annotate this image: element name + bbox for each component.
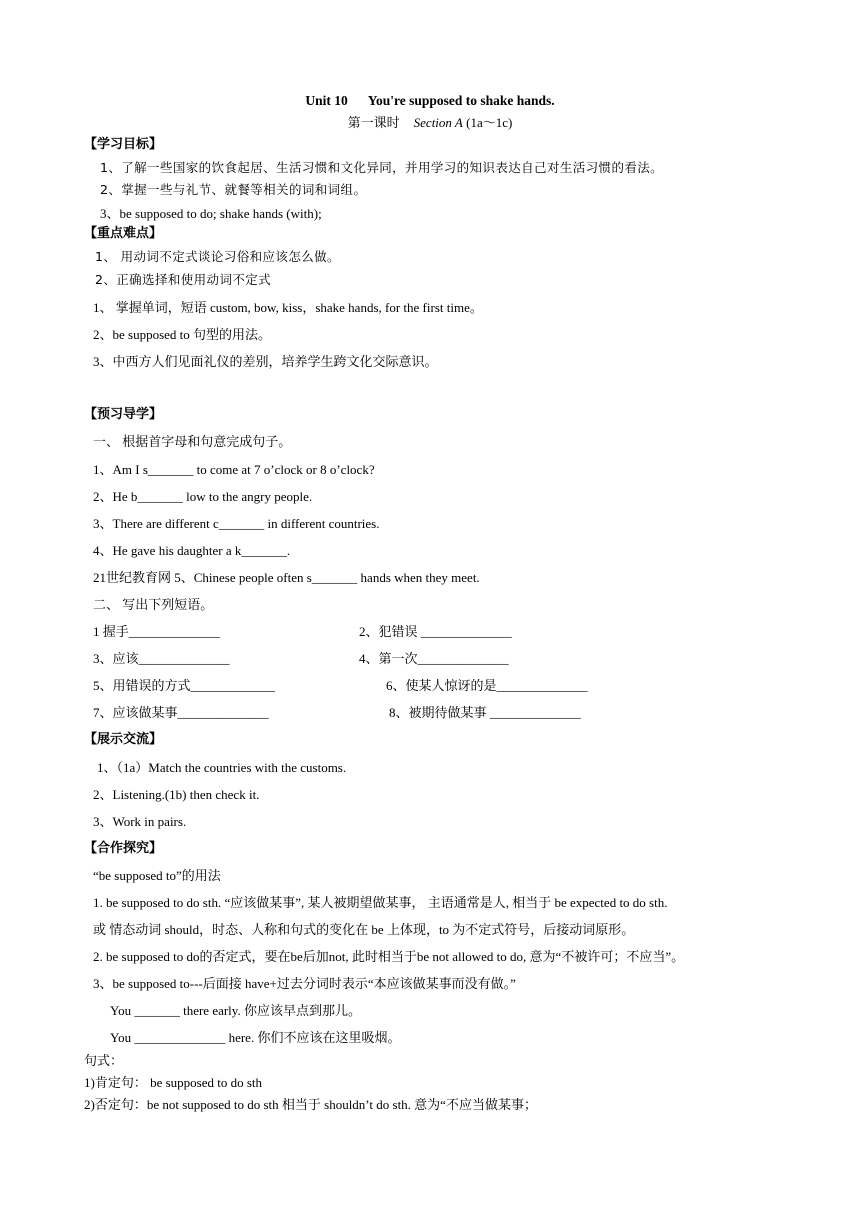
phrase-item: 2、犯错误 ______________ bbox=[359, 624, 512, 639]
fill-sentence: 21世纪教育网 5、Chinese people often s_______ hands when they meet. bbox=[93, 570, 480, 585]
lesson-subtitle bbox=[0, 115, 860, 131]
usage-line: 或 情态动词 should，时态、人称和句式的变化在 be 上体现，to 为不定式符号，后接动词原形。 bbox=[93, 922, 635, 937]
display-heading: 【展示交流】 bbox=[84, 732, 163, 747]
section-range: (1a～1c) bbox=[466, 115, 513, 130]
explore-heading: 【合作探究】 bbox=[84, 841, 163, 856]
goal-item: 2、掌握一些与礼节、就餐等相关的词和词组。 bbox=[100, 182, 367, 197]
key-point-item: 2、正确选择和使用动词不定式 bbox=[95, 272, 272, 287]
goal-item: 1、了解一些国家的饮食起居、生活习惯和文化异同，并用学习的知识表达自己对生活习惯的看法。 bbox=[100, 160, 664, 175]
fill-sentence: 1、Am I s_______ to come at 7 o’clock or 8 o’clock? bbox=[93, 462, 375, 477]
goals-heading: 【学习目标】 bbox=[84, 137, 163, 152]
usage-line: 3、be supposed to---后面接 have+过去分词时表示“本应该做某事而没有做。” bbox=[93, 976, 516, 991]
phrase-item: 1 握手______________ bbox=[93, 624, 220, 639]
display-item: 2、Listening.(1b) then check it. bbox=[93, 787, 260, 802]
key-point-item: 1、 用动词不定式谈论习俗和应该怎么做。 bbox=[95, 249, 340, 264]
key-point-extra: 1、 掌握单词，短语 custom, bow, kiss，shake hands, for the first time。 bbox=[93, 300, 483, 315]
key-point-extra: 3、中西方人们见面礼仪的差别，培养学生跨文化交际意识。 bbox=[93, 354, 438, 369]
phrase-item: 5、用错误的方式_____________ bbox=[93, 678, 276, 693]
usage-line: 1. be supposed to do sth. “应该做某事”, 某人被期望做某事， 主语通常是人, 相当于 be expected to do sth. bbox=[93, 895, 668, 910]
patterns-title: 句式： bbox=[84, 1053, 124, 1068]
pattern-line: 1)肯定句： be supposed to do sth bbox=[84, 1075, 263, 1090]
unit-title bbox=[0, 93, 860, 109]
example-sentence: You _______ there early. 你应该早点到那儿。 bbox=[110, 1003, 361, 1018]
display-item: 1、（1a）Match the countries with the customs. bbox=[97, 760, 347, 775]
lesson-label: 第一课时 bbox=[347, 115, 400, 130]
display-item: 3、Work in pairs. bbox=[93, 814, 187, 829]
phrase-item: 4、第一次______________ bbox=[359, 651, 509, 666]
key-point-extra: 2、be supposed to 句型的用法。 bbox=[93, 327, 272, 342]
preview-part2-title: 二、 写出下列短语。 bbox=[93, 597, 214, 612]
usage-line: 2. be supposed to do的否定式，要在be后加not, 此时相当于be not allowed to do, 意为“不被许可；不应当”。 bbox=[93, 949, 685, 964]
phrase-item: 6、使某人惊讶的是______________ bbox=[386, 678, 588, 693]
phrase-item: 8、被期待做某事 ______________ bbox=[389, 705, 581, 720]
phrase-item: 7、应该做某事______________ bbox=[93, 705, 269, 720]
fill-sentence: 2、He b_______ low to the angry people. bbox=[93, 489, 313, 504]
preview-part1-title: 一、 根据首字母和句意完成句子。 bbox=[93, 434, 292, 449]
pattern-line: 2)否定句：be not supposed to do sth 相当于 shouldn’t do sth. 意为“不应当做某事； bbox=[84, 1097, 537, 1112]
unit-title-text: You're supposed to shake hands. bbox=[367, 93, 555, 108]
unit-number: Unit 10 bbox=[305, 93, 348, 108]
example-sentence: You ______________ here. 你们不应该在这里吸烟。 bbox=[110, 1030, 401, 1045]
phrase-item: 3、应该______________ bbox=[93, 651, 230, 666]
usage-title: “be supposed to”的用法 bbox=[93, 868, 221, 883]
fill-sentence: 3、There are different c_______ in different countries. bbox=[93, 516, 380, 531]
preview-heading: 【预习导学】 bbox=[84, 407, 163, 422]
goal-item: 3、be supposed to do; shake hands (with); bbox=[100, 206, 322, 221]
fill-sentence: 4、He gave his daughter a k_______. bbox=[93, 543, 291, 558]
key-points-heading: 【重点难点】 bbox=[84, 226, 163, 241]
section-label: Section A bbox=[413, 115, 463, 130]
